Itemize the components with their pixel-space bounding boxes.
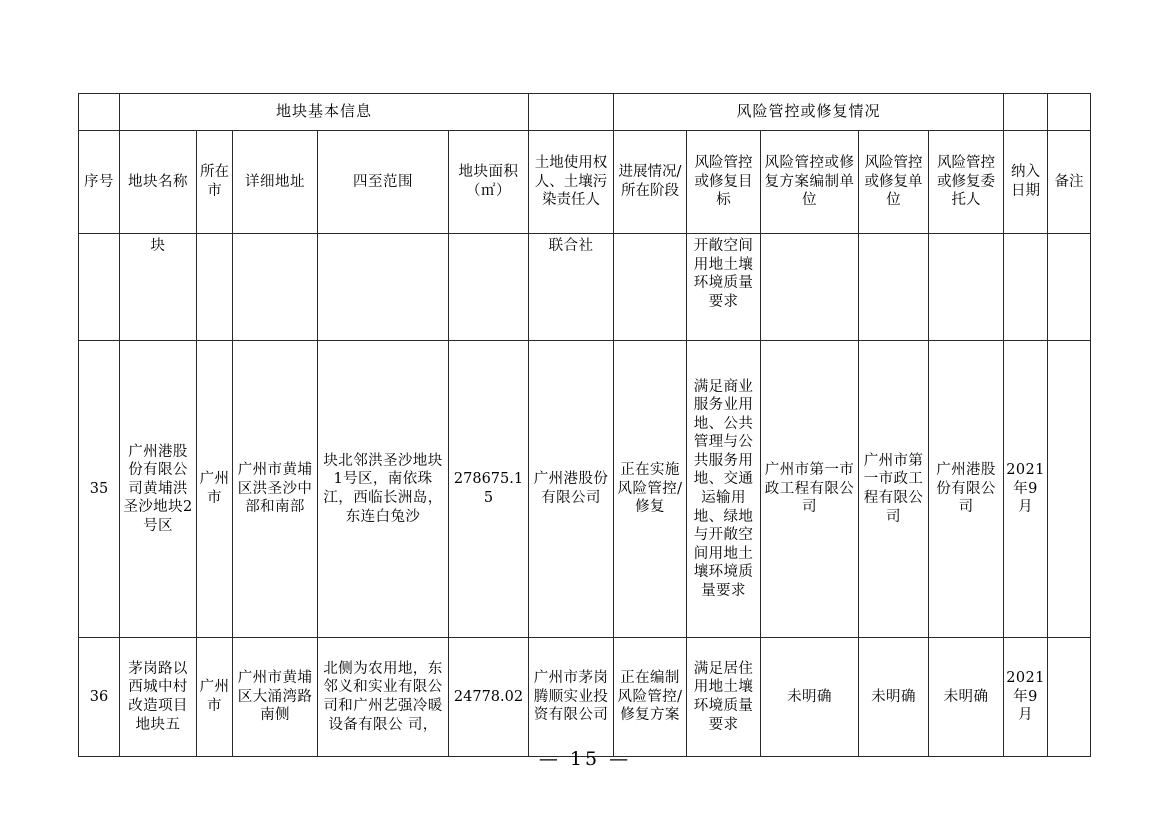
col-header-detailed-address: 详细地址 (233, 131, 318, 234)
col-header-remediation-target: 风险管控或修复目标 (687, 131, 761, 234)
cell-remediation-target: 满足居住用地土壤环境质量要求 (687, 638, 761, 757)
cell-progress-stage: 正在编制风险管控/修复方案 (614, 638, 687, 757)
group-header-remarks-spacer (1048, 94, 1091, 131)
cell-remarks (1048, 234, 1091, 341)
cell-city (197, 234, 233, 341)
col-header-inclusion-date: 纳入日期 (1004, 131, 1048, 234)
col-header-exec-unit: 风险管控或修复单位 (859, 131, 929, 234)
cell-city: 广州市 (197, 341, 233, 638)
cell-plan-unit (761, 234, 859, 341)
col-header-city: 所在市 (197, 131, 233, 234)
group-header-land-user-spacer (529, 94, 614, 131)
cell-index: 36 (79, 638, 120, 757)
table-row (79, 638, 1091, 757)
cell-inclusion-date: 2021年9月 (1004, 341, 1048, 638)
cell-parcel-area (449, 234, 529, 341)
cell-land-user: 广州市茅岗腾顺实业投资有限公司 (529, 638, 614, 757)
cell-entrust-person (929, 234, 1004, 341)
col-header-plan-unit: 风险管控或修复方案编制单位 (761, 131, 859, 234)
cell-land-user: 广州港股份有限公司 (529, 341, 614, 638)
cell-boundary-scope (318, 234, 449, 341)
cell-parcel-name: 茅岗路以西城中村改造项目地块五 (120, 638, 197, 757)
col-header-parcel-area: 地块面积（㎡） (449, 131, 529, 234)
soil-pollution-parcel-table (78, 93, 1091, 757)
cell-exec-unit (859, 234, 929, 341)
cell-boundary-scope: 北侧为农用地，东邻义和实业有限公司和广州艺强冷暖设备有限公 司， (318, 638, 449, 757)
table-row (79, 234, 1091, 341)
cell-inclusion-date (1004, 234, 1048, 341)
cell-remediation-target: 开敞空间用地土壤环境质量要求 (687, 234, 761, 341)
cell-exec-unit: 未明确 (859, 638, 929, 757)
cell-progress-stage (614, 234, 687, 341)
cell-parcel-name: 广州港股份有限公司黄埔洪圣沙地块2号区 (120, 341, 197, 638)
col-header-remarks: 备注 (1048, 131, 1091, 234)
cell-city: 广州市 (197, 638, 233, 757)
col-header-progress-stage: 进展情况/所在阶段 (614, 131, 687, 234)
table-body (79, 234, 1091, 757)
cell-remediation-target: 满足商业服务业用地、公共管理与公共服务用地、交通运输用地、绿地与开敞空间用地土壤环境质量要求 (687, 341, 761, 638)
group-header-risk-control: 风险管控或修复情况 (614, 94, 1004, 131)
cell-parcel-area: 24778.02 (449, 638, 529, 757)
cell-parcel-area: 278675.15 (449, 341, 529, 638)
cell-detailed-address (233, 234, 318, 341)
cell-plan-unit: 未明确 (761, 638, 859, 757)
cell-remarks (1048, 638, 1091, 757)
cell-remarks (1048, 341, 1091, 638)
cell-progress-stage: 正在实施风险管控/修复 (614, 341, 687, 638)
col-header-boundary-scope: 四至范围 (318, 131, 449, 234)
col-header-parcel-name: 地块名称 (120, 131, 197, 234)
cell-index: 35 (79, 341, 120, 638)
cell-detailed-address: 广州市黄埔区洪圣沙中部和南部 (233, 341, 318, 638)
group-header-parcel-basic-info: 地块基本信息 (120, 94, 529, 131)
col-header-entrust-person: 风险管控或修复委托人 (929, 131, 1004, 234)
cell-land-user: 联合社 (529, 234, 614, 341)
column-header-row (79, 131, 1091, 234)
cell-inclusion-date: 2021年9月 (1004, 638, 1048, 757)
cell-entrust-person: 广州港股份有限公司 (929, 341, 1004, 638)
cell-plan-unit: 广州市第一市政工程有限公司 (761, 341, 859, 638)
col-header-index: 序号 (79, 131, 120, 234)
col-header-land-user: 土地使用权人、土壤污染责任人 (529, 131, 614, 234)
table-row (79, 341, 1091, 638)
group-header-inclusion-date-spacer (1004, 94, 1048, 131)
page-number: — 15 — (538, 748, 632, 770)
cell-detailed-address: 广州市黄埔区大涌湾路南侧 (233, 638, 318, 757)
table-head (79, 94, 1091, 234)
cell-parcel-name: 块 (120, 234, 197, 341)
cell-boundary-scope: 块北邻洪圣沙地块1号区，南依珠江，西临长洲岛，东连白兔沙 (318, 341, 449, 638)
group-header-row (79, 94, 1091, 131)
cell-exec-unit: 广州市第一市政工程有限公司 (859, 341, 929, 638)
cell-index (79, 234, 120, 341)
cell-entrust-person: 未明确 (929, 638, 1004, 757)
group-header-index-spacer (79, 94, 120, 131)
